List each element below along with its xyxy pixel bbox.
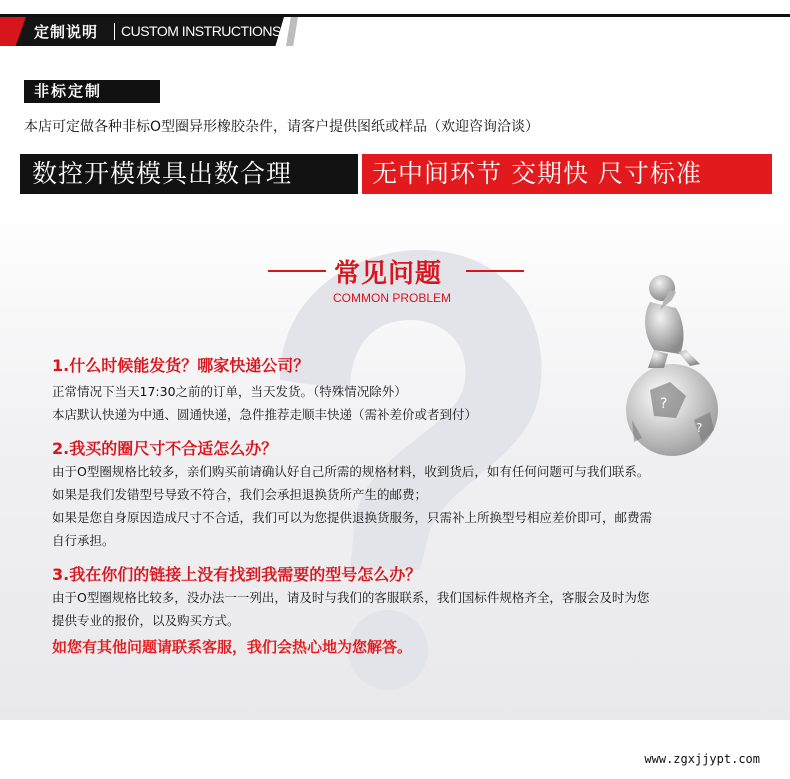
faq-question-3: 3.我在你们的链接上没有找到我需要的型号怎么办？ — [52, 565, 422, 584]
faq-answer-2-line-3: 如果是您自身原因造成尺寸不合适，我们可以为您提供退换货服务，只需补上所换型号相应差价即可，邮费需 — [52, 510, 653, 525]
faq-answer-3-line-2: 提供专业的报价，以及购买方式。 — [52, 613, 240, 628]
header-title-zh: 定制说明 — [34, 23, 99, 41]
footer-watermark: www.zgxjjypt.com — [644, 752, 760, 766]
faq-title-line-right — [466, 270, 524, 272]
banner-left: 数控开模模具出数合理 — [20, 154, 358, 194]
faq-closing: 如您有其他问题请联系客服，我们会热心地为您解答。 — [52, 638, 413, 656]
header-title-en: CUSTOM INSTRUCTIONS — [121, 23, 281, 39]
faq-question-2: 2.我买的圈尺寸不合适怎么办？ — [52, 439, 278, 458]
header-slash — [286, 17, 298, 46]
faq-answer-1-line-2: 本店默认快递为中通、圆通快递，急件推荐走顺丰快递（需补差价或者到付） — [52, 407, 478, 422]
faq-subtitle: COMMON PROBLEM — [333, 291, 452, 305]
faq-answer-2-line-4: 自行承担。 — [52, 533, 115, 548]
faq-question-1: 1.什么时候能发货？哪家快递公司？ — [52, 356, 310, 375]
svg-text:?: ? — [660, 396, 668, 412]
faq-answer-2-line-1: 由于O型圈规格比较多，亲们购买前请确认好自己所需的规格材料，收到货后，如有任何问题可与我们联系。 — [52, 464, 650, 479]
header-divider — [114, 23, 115, 40]
banner-right: 无中间环节 交期快 尺寸标准 — [362, 154, 772, 194]
faq-answer-3-line-1: 由于O型圈规格比较多，没办法一一列出，请及时与我们的客服联系，我们国标件规格齐全，客服会及时为您 — [52, 590, 650, 605]
faq-answer-1-line-1: 正常情况下当天17:30之前的订单，当天发货。（特殊情况除外） — [52, 384, 407, 399]
faq-title: 常见问题 — [334, 259, 443, 289]
thinking-person-on-question-ball-icon — [620, 270, 720, 460]
faq-answer-2-line-2: 如果是我们发错型号导致不符合，我们会承担退换货所产生的邮费； — [52, 487, 428, 502]
section-header — [0, 14, 790, 46]
header-rule — [0, 14, 790, 17]
custom-tag: 非标定制 — [24, 80, 160, 103]
faq-title-line-left — [268, 270, 326, 272]
custom-description: 本店可定做各种非标O型圈异形橡胶杂件，请客户提供图纸或样品（欢迎咨询洽谈） — [24, 119, 540, 135]
svg-text:?: ? — [696, 421, 703, 435]
